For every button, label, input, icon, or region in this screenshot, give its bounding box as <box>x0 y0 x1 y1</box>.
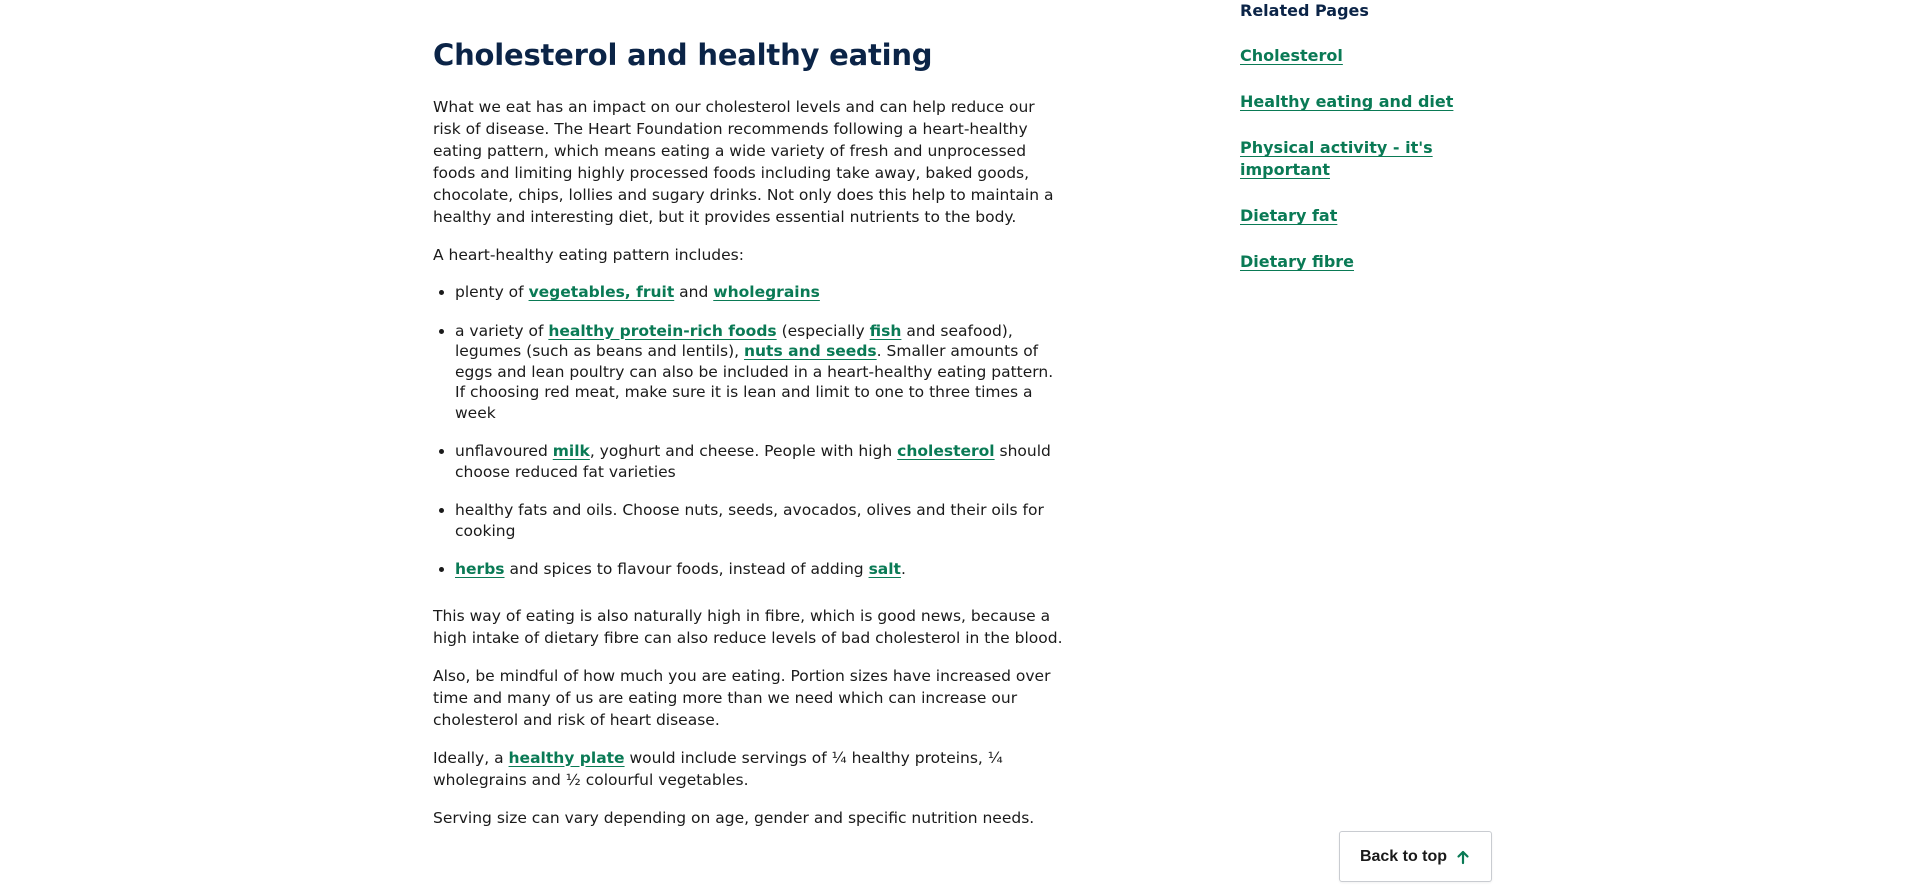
pattern-heading: A heart-healthy eating pattern includes: <box>433 246 744 264</box>
list-text: , yoghurt and cheese. People with high <box>589 442 898 460</box>
article-content <box>433 0 1063 829</box>
intro-paragraph: What we eat has an impact on our cholesterol levels and can help reduce our risk of disease. The Heart Foundation recommends following a heart-healthy eating pattern, which means eating a wide variety of fresh and unprocessed foods and limiting highly processed foods including take away, baked goods, chocolate, chips, lollies and sugary drinks. Not only does this help to maintain a healthy and interesting diet, but it provides essential nutrients to the body. <box>433 98 1054 226</box>
plate-text: Ideally, a <box>433 748 509 767</box>
related-link-cholesterol[interactable]: Cholesterol <box>1240 46 1343 65</box>
list-text: and <box>674 283 714 301</box>
back-to-top-button[interactable] <box>1339 831 1492 882</box>
related-pages <box>1240 0 1480 297</box>
related-link-dietary-fibre[interactable]: Dietary fibre <box>1240 252 1355 271</box>
related-item <box>1240 205 1480 227</box>
related-link-healthy-eating[interactable]: Healthy eating and diet <box>1240 92 1454 111</box>
list-text: . <box>900 560 906 578</box>
serving-paragraph: Serving size can vary depending on age, gender and specific nutrition needs. <box>433 808 1035 827</box>
nuts-seeds-link[interactable]: nuts and seeds <box>743 342 877 360</box>
list-text: unflavoured <box>455 442 553 460</box>
vegetables-fruit-link[interactable]: vegetables, fruit <box>528 283 675 301</box>
related-links-list <box>1240 45 1480 273</box>
back-to-top-label: Back to top <box>1359 847 1448 865</box>
list-text: and seafood), legumes (such as beans and lentils), <box>455 321 1013 360</box>
healthy-plate-link[interactable]: healthy plate <box>508 748 625 767</box>
eating-pattern-list <box>433 282 1063 580</box>
list-item <box>455 559 1063 580</box>
list-item <box>455 500 1063 541</box>
list-text: (especially <box>776 321 870 340</box>
page-title: Cholesterol and healthy eating <box>433 38 933 72</box>
list-item <box>455 441 1063 482</box>
healthy-plate-paragraph <box>433 747 1063 791</box>
related-item <box>1240 137 1480 181</box>
related-link-physical-activity[interactable]: Physical activity - it's important <box>1240 138 1433 179</box>
salt-link[interactable]: salt <box>868 560 901 578</box>
related-item <box>1240 251 1480 273</box>
list-text: and spices to flavour foods, instead of adding <box>504 560 869 578</box>
list-text: plenty of <box>455 283 529 301</box>
plate-text: would include servings of ¼ healthy proteins, ¼ wholegrains and ½ colourful vegetables. <box>433 748 1003 789</box>
portion-paragraph: Also, be mindful of how much you are eating. Portion sizes have increased over time and many of us are eating more than we need which can increase our cholesterol and risk of heart disease. <box>433 666 1051 729</box>
list-text: . Smaller amounts of eggs and lean poultry can also be included in a heart-healthy eating pattern. If choosing red meat, make sure it is lean and limit to one to three times a week <box>455 342 1054 422</box>
related-pages-title: Related Pages <box>1240 1 1369 20</box>
related-link-dietary-fat[interactable]: Dietary fat <box>1240 206 1338 225</box>
list-text: healthy fats and oils. Choose nuts, seeds, avocados, olives and their oils for cooking <box>455 501 1044 540</box>
related-item <box>1240 45 1480 67</box>
protein-foods-link[interactable]: healthy protein-rich foods <box>548 321 777 340</box>
fibre-paragraph: This way of eating is also naturally high in fibre, which is good news, because a high intake of dietary fibre can also reduce levels of bad cholesterol in the blood. <box>433 606 1063 647</box>
list-text: should choose reduced fat varieties <box>455 442 1051 481</box>
list-text: a variety of <box>455 321 549 340</box>
related-item <box>1240 91 1480 113</box>
list-item <box>455 321 1063 424</box>
milk-link[interactable]: milk <box>552 442 590 460</box>
cholesterol-link[interactable]: cholesterol <box>897 442 995 460</box>
list-item <box>455 282 1063 303</box>
wholegrains-link[interactable]: wholegrains <box>713 283 820 301</box>
fish-link[interactable]: fish <box>869 321 902 340</box>
arrow-up-icon <box>1455 849 1471 865</box>
herbs-link[interactable]: herbs <box>455 560 505 578</box>
